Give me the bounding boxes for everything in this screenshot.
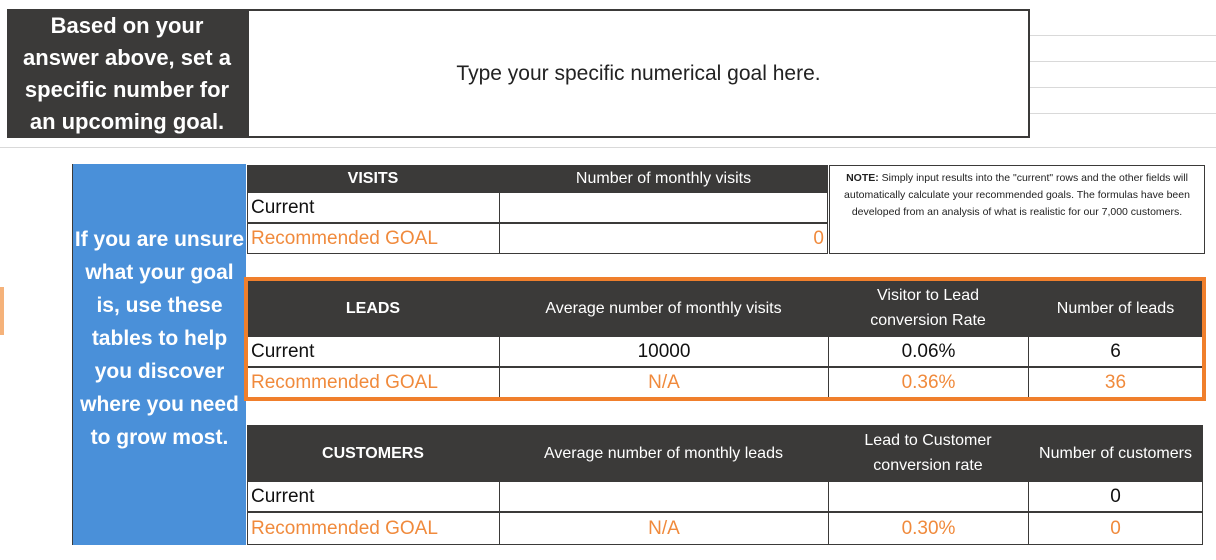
- customers-goal-rate: 0.30%: [828, 512, 1029, 545]
- leads-goal-label: Recommended GOAL: [247, 367, 500, 398]
- goal-input-cell[interactable]: Type your specific numerical goal here.: [247, 9, 1030, 138]
- customers-current-leads[interactable]: [499, 481, 829, 512]
- customers-goal-leads: N/A: [499, 512, 829, 545]
- goal-prompt-label: Based on your answer above, set a specific number for an upcoming goal.: [7, 9, 247, 138]
- leads-col-count: Number of leads: [1028, 280, 1203, 336]
- leads-current-rate[interactable]: 0.06%: [828, 336, 1029, 367]
- left-margin-column: [7, 164, 73, 545]
- leads-goal-visits: N/A: [499, 367, 829, 398]
- gridline: [1030, 113, 1216, 114]
- leads-current-count[interactable]: 6: [1028, 336, 1203, 367]
- note-box: [829, 165, 1205, 254]
- orange-edge-marker: [0, 287, 4, 335]
- help-panel: If you are unsure what your goal is, use these tables to help you discover where you need to grow most.: [73, 164, 246, 545]
- customers-col-count: Number of customers: [1028, 425, 1203, 481]
- leads-goal-count: 36: [1028, 367, 1203, 398]
- visits-goal-value: 0: [499, 223, 828, 254]
- customers-current-rate[interactable]: [828, 481, 1029, 512]
- gridline: [1030, 61, 1216, 62]
- visits-header: VISITS: [247, 165, 499, 192]
- gridline: [1030, 35, 1216, 36]
- customers-goal-count: 0: [1028, 512, 1203, 545]
- leads-goal-rate: 0.36%: [828, 367, 1029, 398]
- leads-header: LEADS: [247, 280, 499, 336]
- leads-col-conversion: Visitor to Lead conversion Rate: [828, 280, 1028, 336]
- gridline: [0, 147, 1216, 148]
- visits-current-input[interactable]: [499, 192, 828, 223]
- customers-current-label: Current: [247, 481, 500, 512]
- note-text: Simply input results into the "current" rows and the other fields will automatically calculate your recommended goals. The formulas have been developed from an analysis of what is realistic for our 7,000 customers.: [844, 172, 1190, 218]
- customers-col-leads: Average number of monthly leads: [499, 425, 828, 481]
- leads-col-visits: Average number of monthly visits: [499, 280, 828, 336]
- customers-goal-label: Recommended GOAL: [247, 512, 500, 545]
- note-prefix: NOTE:: [846, 172, 879, 184]
- gridline: [1030, 87, 1216, 88]
- visits-col-monthly: Number of monthly visits: [499, 165, 828, 192]
- visits-current-label: Current: [247, 192, 500, 223]
- customers-header: CUSTOMERS: [247, 425, 499, 481]
- customers-current-count[interactable]: 0: [1028, 481, 1203, 512]
- customers-col-conversion: Lead to Customer conversion rate: [828, 425, 1028, 481]
- leads-current-visits[interactable]: 10000: [499, 336, 829, 367]
- visits-goal-label: Recommended GOAL: [247, 223, 500, 254]
- leads-current-label: Current: [247, 336, 500, 367]
